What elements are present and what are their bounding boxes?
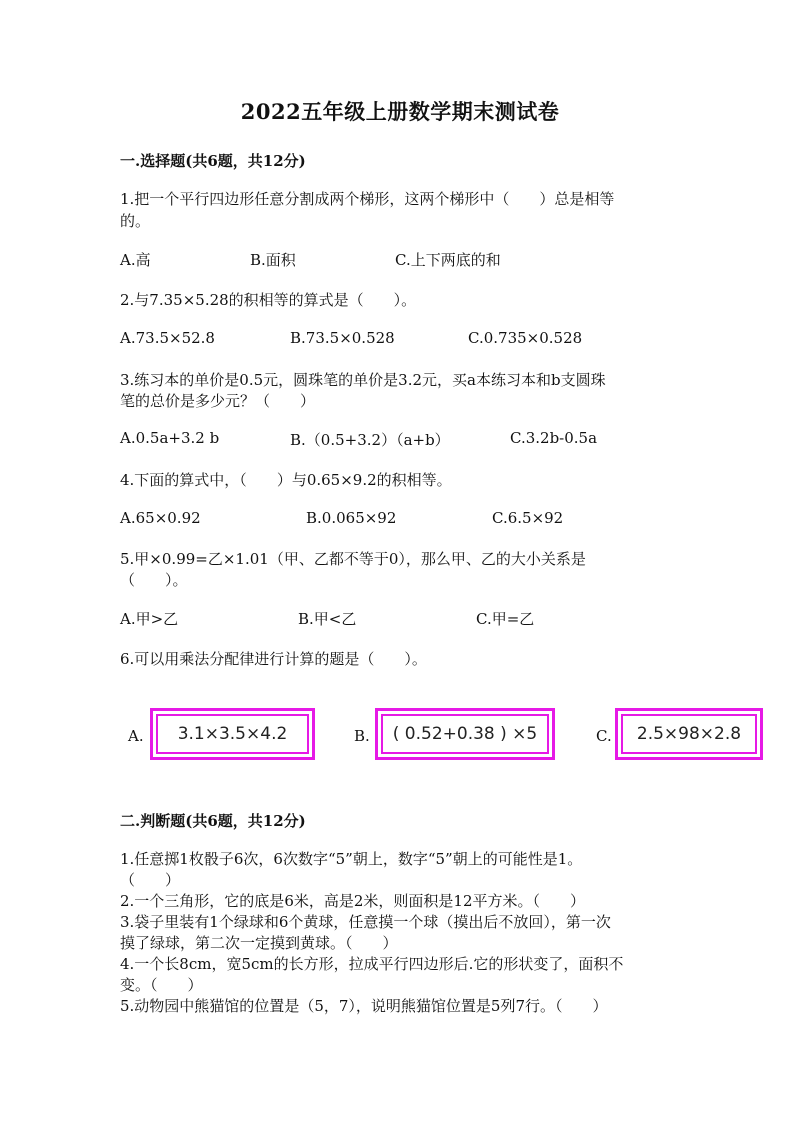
judge-q4-line2: 变。（ ） (120, 976, 203, 994)
q2-option-b: B.73.5×0.528 (290, 329, 395, 347)
q6-option-b-box (375, 708, 555, 760)
q5-option-a: A.甲>乙 (120, 610, 179, 628)
judge-q4-line1: 4.一个长8cm，宽5cm的长方形，拉成平行四边形后.它的形状变了，面积不 (120, 955, 624, 973)
q1-option-b: B.面积 (250, 251, 296, 269)
q2-option-c: C.0.735×0.528 (468, 329, 583, 347)
q5-line2: （ ）。 (120, 571, 188, 589)
q4-line1: 4.下面的算式中，（ ）与0.65×9.2的积相等。 (120, 471, 452, 489)
q3-line1: 3.练习本的单价是0.5元，圆珠笔的单价是3.2元，买a本练习本和b支圆珠 (120, 371, 606, 389)
q1-option-a: A.高 (120, 251, 151, 269)
q1-line2: 的。 (120, 212, 151, 230)
q5-option-b: B.甲<乙 (298, 610, 357, 628)
judge-q2-line1: 2.一个三角形，它的底是6米，高是2米，则面积是12平方米。（ ） (120, 892, 585, 910)
q4-option-a: A.65×0.92 (120, 509, 201, 527)
q4-option-b: B.0.065×92 (306, 509, 397, 527)
judge-q1-line2: （ ） (120, 871, 181, 889)
q6-option-b-label: B. (354, 727, 370, 745)
q6-option-a-label: A. (128, 727, 144, 745)
q2-option-a: A.73.5×52.8 (120, 329, 215, 347)
q6-option-a-box (150, 708, 315, 760)
q2-line1: 2.与7.35×5.28的积相等的算式是（ ）。 (120, 291, 417, 309)
q3-option-c: C.3.2b-0.5a (510, 429, 598, 447)
page-title: 2022五年级上册数学期末测试卷 (240, 99, 560, 124)
judge-q3-line2: 摸了绿球，第二次一定摸到黄球。（ ） (120, 934, 398, 952)
q6-line1: 6.可以用乘法分配律进行计算的题是（ ）。 (120, 650, 427, 668)
judge-q3-line1: 3.袋子里装有1个绿球和6个黄球，任意摸一个球（摸出后不放回），第一次 (120, 913, 611, 931)
q6-option-c-expr: 2.5×98×2.8 (621, 714, 757, 754)
q5-line1: 5.甲×0.99=乙×1.01（甲、乙都不等于0），那么甲、乙的大小关系是 (120, 550, 586, 568)
section-2-heading: 二.判断题(共6题，共12分) (120, 812, 306, 830)
judge-q1-line1: 1.任意掷1枚骰子6次，6次数字“5”朝上，数字“5”朝上的可能性是1。 (120, 850, 583, 868)
section-1-heading: 一.选择题(共6题，共12分) (120, 152, 306, 170)
q5-option-c: C.甲=乙 (476, 610, 535, 628)
q4-option-c: C.6.5×92 (492, 509, 564, 527)
q6-option-a-expr: 3.1×3.5×4.2 (156, 714, 309, 754)
judge-q5-line1: 5.动物园中熊猫馆的位置是（5，7），说明熊猫馆位置是5列7行。（ ） (120, 997, 608, 1015)
q1-option-c: C.上下两底的和 (395, 251, 501, 269)
q6-option-b-expr: ( 0.52+0.38 ) ×5 (381, 714, 549, 754)
q3-line2: 笔的总价是多少元？（ ） (120, 392, 316, 410)
q6-option-c-label: C. (596, 727, 612, 745)
q3-option-a: A.0.5a+3.2 b (120, 429, 220, 447)
q3-option-b: B.（0.5+3.2）（a+b） (290, 431, 450, 449)
q1-line1: 1.把一个平行四边形任意分割成两个梯形，这两个梯形中（ ）总是相等 (120, 190, 615, 208)
q6-option-c-box (615, 708, 763, 760)
